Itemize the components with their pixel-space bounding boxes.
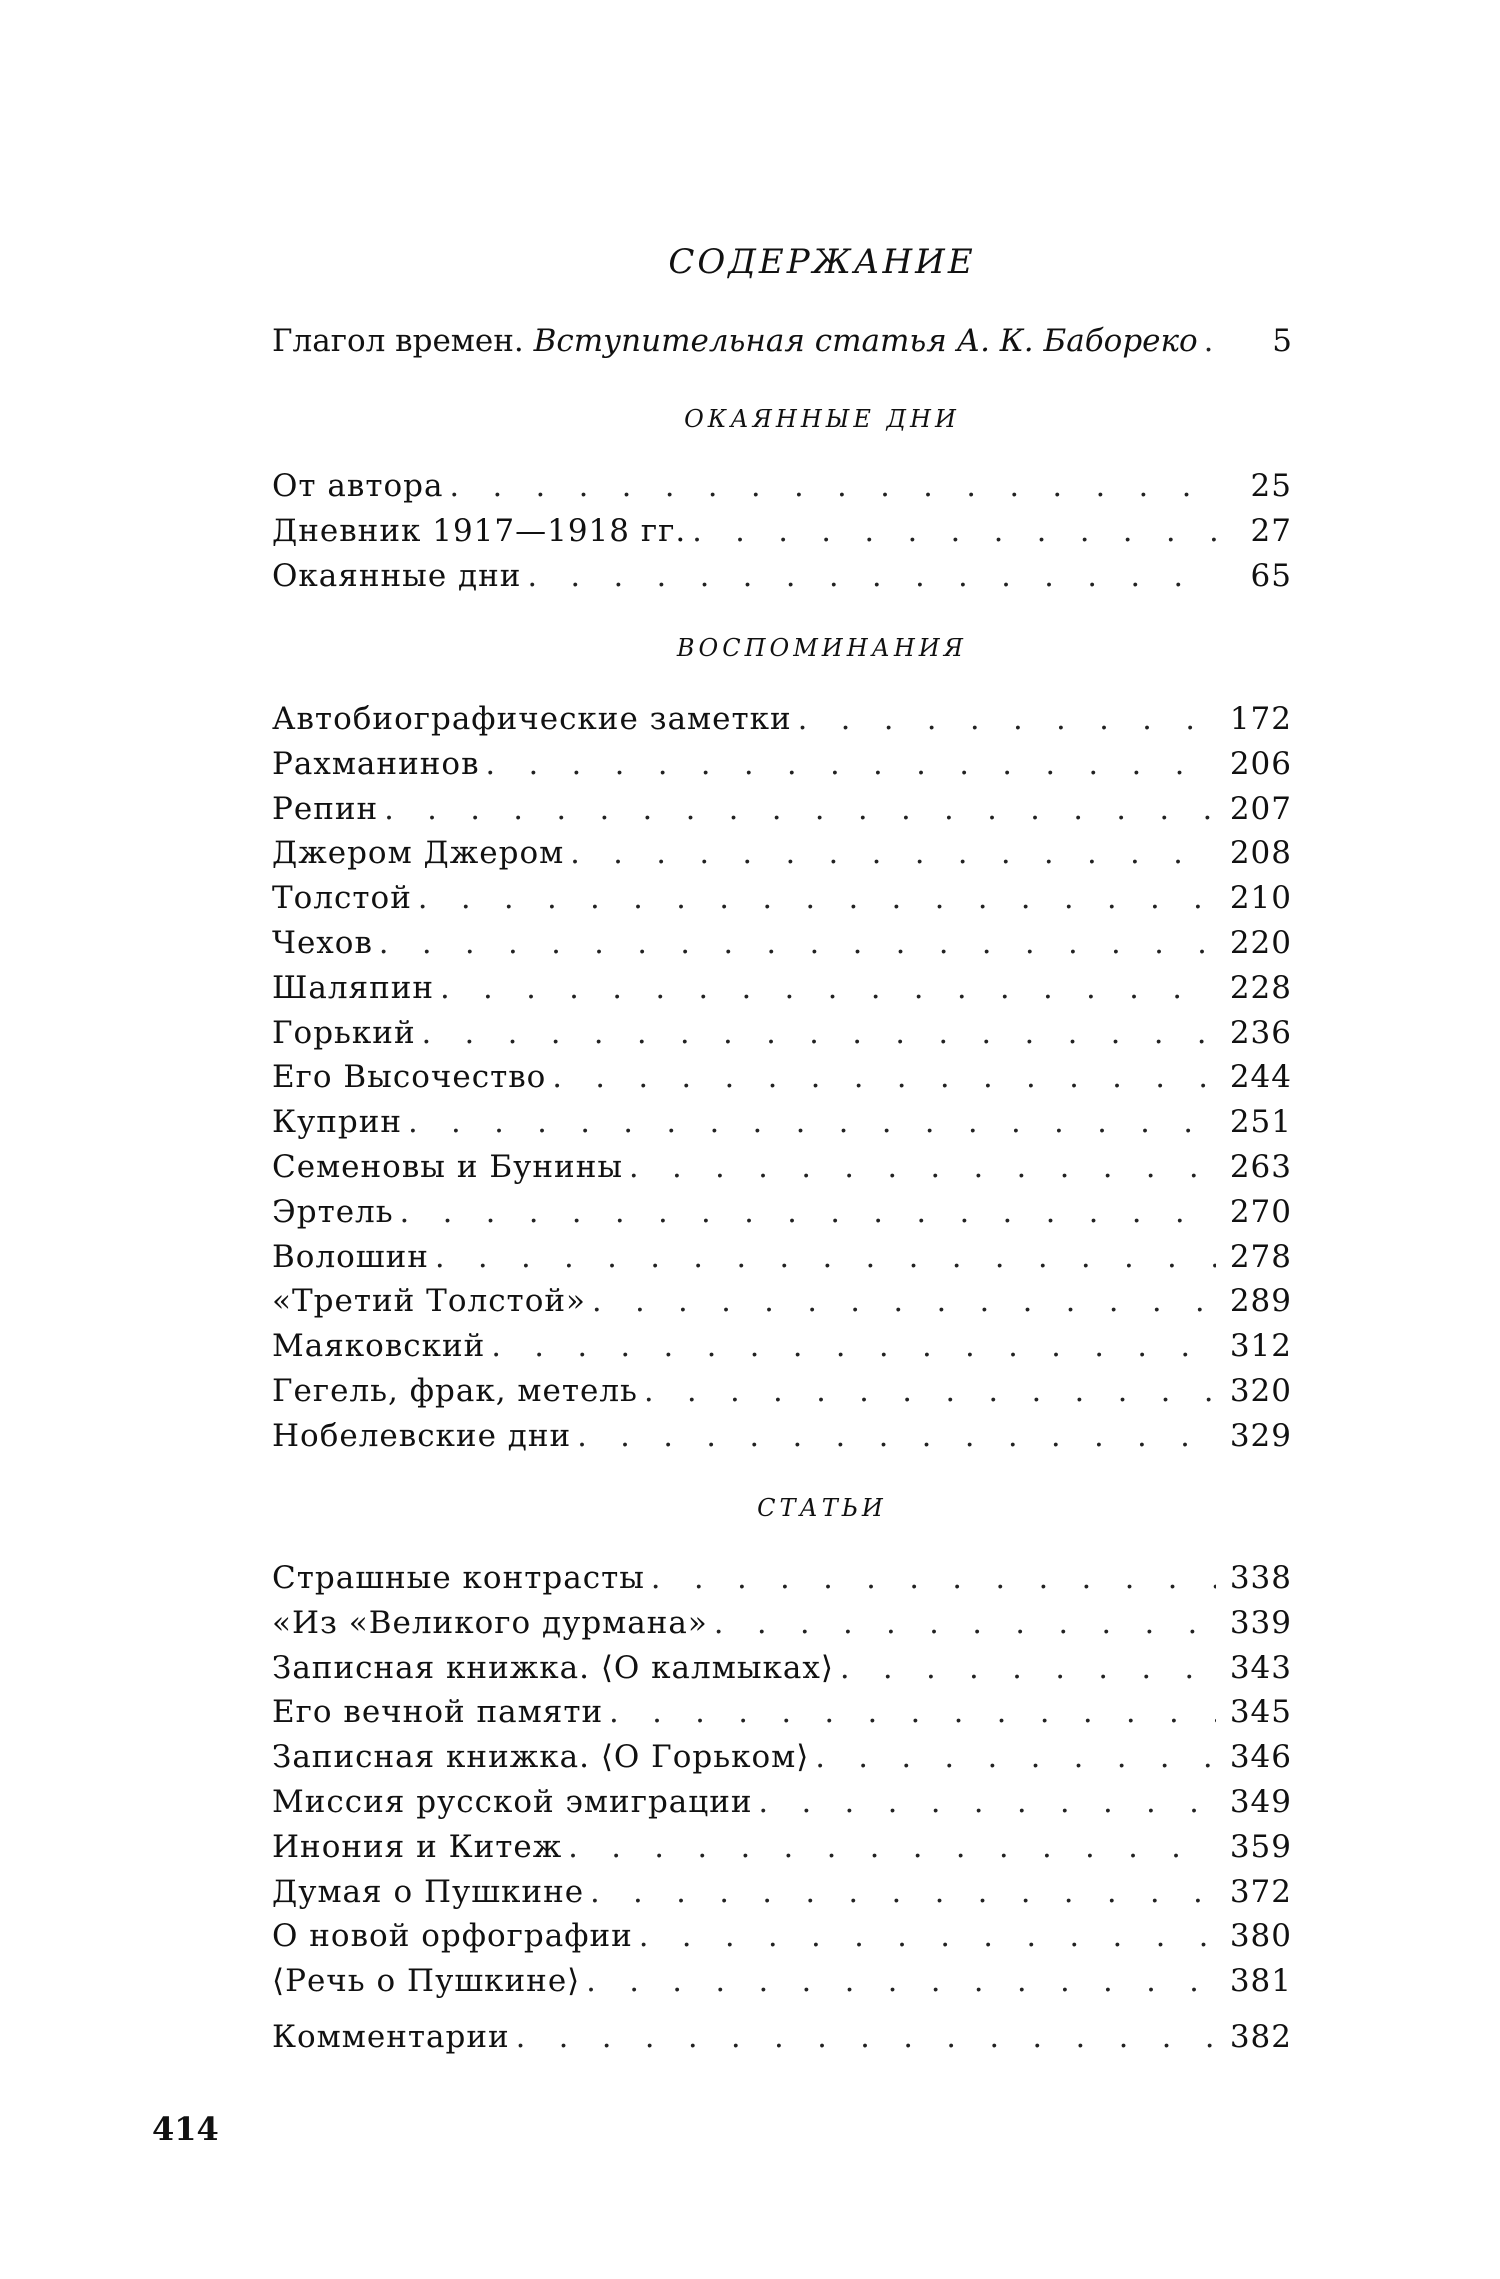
toc-entry-page: 339: [1229, 1604, 1292, 1641]
toc-entry: [272, 554, 1292, 599]
toc-entry-page: 65: [1250, 557, 1292, 594]
dot-leader: [491, 1325, 1216, 1370]
toc-entry: [272, 1414, 1292, 1459]
dot-leader: [486, 743, 1216, 788]
toc-entry-label: «Из «Великого дурмана»: [272, 1604, 708, 1641]
toc-entry-label: Окаянные дни: [272, 557, 522, 594]
page-number: 414: [152, 2110, 219, 2148]
dot-leader: [798, 698, 1216, 743]
toc-entry: [272, 1601, 1292, 1646]
toc-entry-page: 172: [1229, 701, 1292, 737]
toc-entry: [272, 1235, 1292, 1280]
toc-entry-page: 220: [1229, 924, 1292, 961]
toc-entry-label: Горький: [272, 1014, 416, 1051]
dot-leader: [552, 1056, 1216, 1101]
toc-entry: [272, 1735, 1292, 1780]
toc-entry-label: Его Высочество: [272, 1059, 547, 1096]
dot-leader: [435, 1236, 1216, 1281]
dot-leader: [629, 1146, 1216, 1191]
dot-leader: [400, 1191, 1216, 1236]
dot-leader: [450, 465, 1217, 510]
toc-entry-label: Комментарии: [272, 2019, 510, 2055]
dot-leader: [586, 1960, 1216, 2005]
dot-leader: [527, 555, 1216, 600]
toc-entry-intro: [272, 323, 1292, 359]
toc-entry-page: 228: [1229, 969, 1292, 1006]
toc-entry-label: Инония и Китеж: [272, 1828, 563, 1865]
dot-leader: [692, 510, 1216, 555]
toc-entry: [272, 1011, 1292, 1056]
toc-entry: [272, 1690, 1292, 1735]
toc-entry-page: 320: [1229, 1372, 1292, 1409]
section-heading-stati: СТАТЬИ: [757, 1494, 887, 1522]
toc-entry-page: 380: [1229, 1918, 1292, 1955]
dot-leader: [408, 1101, 1216, 1146]
toc-entry: [272, 1870, 1292, 1915]
toc-entry-label: Семеновы и Бунины: [272, 1148, 624, 1185]
section-heading-okayannye-dni: ОКАЯННЫЕ ДНИ: [684, 405, 960, 433]
dot-leader: [570, 832, 1216, 877]
toc-entry-page: 25: [1250, 468, 1292, 504]
toc-entry: [272, 1055, 1292, 1100]
dot-leader: [815, 1736, 1216, 1781]
page-title: СОДЕРЖАНИЕ: [668, 242, 976, 282]
dot-leader: [379, 922, 1216, 967]
dot-leader: [384, 788, 1216, 833]
toc-entry-page: 329: [1229, 1417, 1292, 1454]
dot-leader: [577, 1415, 1216, 1460]
toc-section-list: [272, 1556, 1292, 2004]
toc-entry-page: 236: [1229, 1014, 1292, 1051]
toc-entry: [272, 697, 1292, 742]
toc-entry-label: Эртель: [272, 1193, 394, 1230]
toc-entry-label: Толстой: [272, 880, 412, 917]
toc-entry-label: Шаляпин: [272, 969, 435, 1006]
toc-entry-label: Нобелевские дни: [272, 1417, 572, 1454]
intro-label-italic: Вступительная статья А. К. Бабореко: [533, 323, 1198, 359]
toc-entry-page: 208: [1229, 835, 1292, 872]
toc-section-list: [272, 464, 1292, 598]
toc-entry-page: 382: [1229, 2019, 1292, 2055]
toc-entry: [272, 876, 1292, 921]
toc-entry-label: От автора: [272, 468, 444, 504]
toc-entry: [272, 1780, 1292, 1825]
toc-entry-label: ⟨Речь о Пушкине⟩: [272, 1963, 581, 2000]
toc-entry-page: 346: [1229, 1739, 1292, 1776]
toc-entry-page: 27: [1250, 512, 1292, 549]
dot-leader: [440, 967, 1216, 1012]
toc-entry-label: Автобиографические заметки: [272, 701, 792, 737]
toc-entry-label: Страшные контрасты: [272, 1560, 645, 1596]
toc-entry-page: 381: [1229, 1963, 1292, 2000]
toc-entry-page: 312: [1229, 1328, 1292, 1365]
toc-entry-commentary: [272, 2015, 1292, 2060]
toc-entry: [272, 1959, 1292, 2004]
toc-entry-page: 5: [1272, 323, 1292, 359]
toc-entry: [272, 921, 1292, 966]
dot-leader: [590, 1871, 1216, 1916]
toc-entry: [272, 787, 1292, 832]
toc-entry-label: Думая о Пушкине: [272, 1873, 585, 1910]
toc-entry: [272, 1324, 1292, 1369]
toc-entry-page: 251: [1229, 1104, 1292, 1141]
toc-entry-label: Записная книжка. ⟨О Горьком⟩: [272, 1739, 810, 1776]
toc-entry-label: Волошин: [272, 1238, 429, 1275]
toc-entry: [272, 1914, 1292, 1959]
toc-entry-page: 289: [1229, 1283, 1292, 1320]
toc-entry-label: Его вечной памяти: [272, 1694, 604, 1731]
toc-entry-page: 349: [1229, 1783, 1292, 1820]
toc-entry-page: 244: [1229, 1059, 1292, 1096]
dot-leader: [714, 1602, 1216, 1647]
toc-entry-label: Репин: [272, 790, 379, 827]
toc-entry-label: Джером Джером: [272, 835, 565, 872]
toc-entry-page: 278: [1229, 1238, 1292, 1275]
toc-entry-label: Маяковский: [272, 1328, 486, 1365]
toc-entry: [272, 1190, 1292, 1235]
section-heading-vospominaniya: ВОСПОМИНАНИЯ: [676, 634, 968, 662]
toc-entry-page: 338: [1229, 1560, 1292, 1596]
toc-entry: [272, 966, 1292, 1011]
toc-entry-page: 206: [1229, 745, 1292, 782]
toc-entry-page: 210: [1229, 880, 1292, 917]
toc-entry-label: «Третий Толстой»: [272, 1283, 586, 1320]
toc-entry: [272, 1100, 1292, 1145]
toc-entry-page: 343: [1229, 1649, 1292, 1686]
toc-entry: [272, 509, 1292, 554]
toc-entry: [272, 742, 1292, 787]
dot-leader: [422, 1012, 1216, 1057]
toc-entry-page: 270: [1229, 1193, 1292, 1230]
dot-leader: [609, 1691, 1216, 1736]
dot-leader: [1204, 324, 1216, 359]
dot-leader: [759, 1781, 1216, 1826]
toc-entry: [272, 1145, 1292, 1190]
toc-entry-label: [272, 323, 1198, 359]
toc-entry-label: Куприн: [272, 1104, 403, 1141]
toc-entry-page: 263: [1229, 1148, 1292, 1185]
dot-leader: [651, 1557, 1216, 1602]
toc-commentary-list: [272, 2015, 1292, 2060]
toc-entry: [272, 1369, 1292, 1414]
toc-entry-label: Дневник 1917—1918 гг.: [272, 512, 687, 549]
toc-entry-label: Записная книжка. ⟨О калмыках⟩: [272, 1649, 834, 1686]
toc-entry-page: 207: [1229, 790, 1292, 827]
dot-leader: [592, 1280, 1216, 1325]
intro-label-plain: Глагол времен.: [272, 323, 534, 359]
toc-entry-label: Чехов: [272, 924, 373, 961]
toc-entry-page: 345: [1229, 1694, 1292, 1731]
dot-leader: [568, 1826, 1216, 1871]
toc-entry: [272, 831, 1292, 876]
toc-entry: [272, 464, 1292, 509]
toc-entry-label: Миссия русской эмиграции: [272, 1783, 753, 1820]
toc-entry: [272, 1556, 1292, 1601]
toc-entry-label: О новой орфографии: [272, 1918, 633, 1955]
dot-leader: [840, 1647, 1216, 1692]
toc-entry-label: Рахманинов: [272, 745, 480, 782]
toc-entry: [272, 1825, 1292, 1870]
dot-leader: [639, 1915, 1216, 1960]
toc-entry: [272, 1279, 1292, 1324]
toc-entry-label: Гегель, фрак, метель: [272, 1372, 638, 1409]
toc-entry-page: 372: [1229, 1873, 1292, 1910]
dot-leader: [644, 1370, 1216, 1415]
dot-leader: [516, 2016, 1216, 2061]
dot-leader: [418, 877, 1216, 922]
toc-section-list: [272, 697, 1292, 1459]
toc-entry: [272, 1646, 1292, 1691]
toc-entry-page: 359: [1229, 1828, 1292, 1865]
